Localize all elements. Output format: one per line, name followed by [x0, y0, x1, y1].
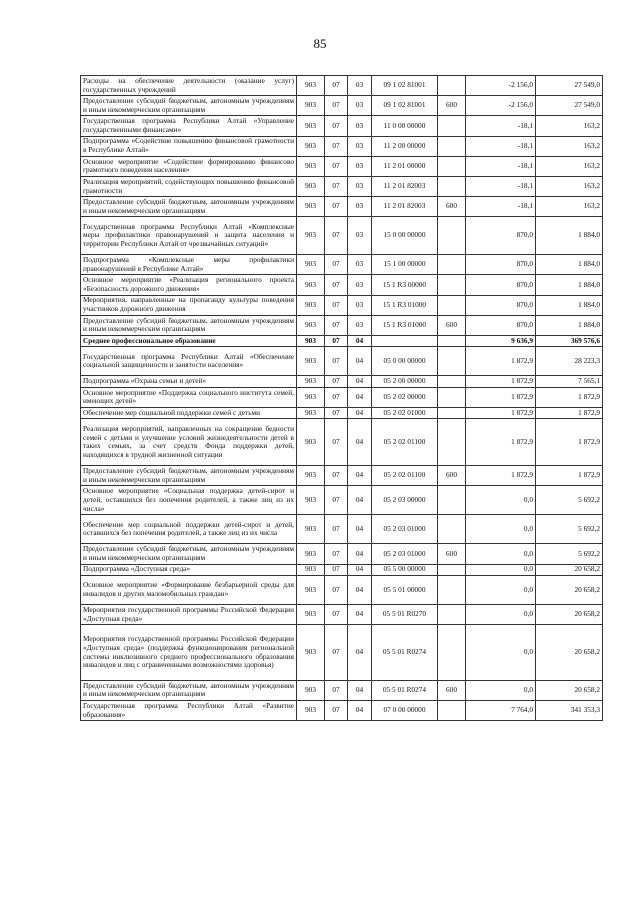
section-code: 07 — [325, 544, 348, 564]
ved-code: 903 — [297, 197, 325, 217]
amount-total: 1 872,9 — [536, 408, 603, 419]
section-code: 07 — [325, 486, 348, 515]
ved-code: 903 — [297, 116, 325, 136]
expense-type-code — [438, 347, 466, 376]
amount-change: -18,1 — [466, 176, 536, 196]
subsection-code: 04 — [348, 564, 372, 575]
table-row — [81, 255, 603, 275]
subsection-code: 03 — [348, 76, 372, 96]
ved-code: 903 — [297, 335, 325, 346]
subsection-code: 04 — [348, 576, 372, 605]
expense-type-code: 600 — [438, 466, 466, 486]
amount-total: 163,2 — [536, 156, 603, 176]
expense-type-code — [438, 376, 466, 387]
table-row — [81, 564, 603, 575]
expense-type-code — [438, 625, 466, 681]
target-article-code: 05 5 00 00000 — [372, 564, 438, 575]
subsection-code: 04 — [348, 466, 372, 486]
table-row — [81, 197, 603, 217]
page-number: 85 — [313, 36, 327, 51]
amount-change: 1 872,9 — [466, 347, 536, 376]
subsection-code: 03 — [348, 96, 372, 116]
amount-change: 1 872,9 — [466, 376, 536, 387]
target-article-code: 05 2 03 00000 — [372, 486, 438, 515]
row-name: Предоставление субсидий бюджетным, автономным учреждениям и иным некоммерческим организациям — [81, 197, 297, 217]
expense-type-code — [438, 486, 466, 515]
row-name: Мероприятия государственной программы Российской Федерации «Доступная среда» (поддержка функционирования региональной системы инклюзивного среднего профессионального образования инвалидов и лиц с ограниченными возможностями здоровья) — [81, 625, 297, 681]
table-row — [81, 387, 603, 407]
target-article-code: 15 1 00 00000 — [372, 255, 438, 275]
table-row — [81, 156, 603, 176]
ved-code: 903 — [297, 315, 325, 335]
expense-type-code — [438, 76, 466, 96]
expense-type-code: 600 — [438, 315, 466, 335]
ved-code: 903 — [297, 176, 325, 196]
row-name: Государственная программа Республики Алтай «Управление государственными финансами» — [81, 116, 297, 136]
section-code: 07 — [325, 680, 348, 700]
table-row — [81, 136, 603, 156]
table-row — [81, 605, 603, 625]
subsection-code: 03 — [348, 156, 372, 176]
ved-code: 903 — [297, 576, 325, 605]
subsection-code: 03 — [348, 116, 372, 136]
amount-change: 0,0 — [466, 564, 536, 575]
amount-total: 1 884,0 — [536, 255, 603, 275]
amount-change: 0,0 — [466, 680, 536, 700]
ved-code: 903 — [297, 295, 325, 315]
target-article-code: 09 1 02 81001 — [372, 96, 438, 116]
amount-total: 5 692,2 — [536, 515, 603, 544]
amount-total: 20 658,2 — [536, 680, 603, 700]
ved-code: 903 — [297, 515, 325, 544]
subsection-code: 03 — [348, 176, 372, 196]
expense-type-code — [438, 387, 466, 407]
subsection-code: 03 — [348, 255, 372, 275]
amount-total: 5 692,2 — [536, 486, 603, 515]
amount-total: 1 872,9 — [536, 387, 603, 407]
subsection-code: 03 — [348, 295, 372, 315]
row-name: Государственная программа Республики Алтай «Комплексные меры профилактики правонарушений и защита населения и территории Республики Алтай от чрезвычайных ситуаций» — [81, 217, 297, 255]
amount-change: 0,0 — [466, 605, 536, 625]
ved-code: 903 — [297, 680, 325, 700]
amount-total: 1 884,0 — [536, 217, 603, 255]
subsection-code: 04 — [348, 376, 372, 387]
subsection-code: 04 — [348, 486, 372, 515]
target-article-code: 05 5 01 R0270 — [372, 605, 438, 625]
amount-total: 1 884,0 — [536, 315, 603, 335]
expense-type-code — [438, 136, 466, 156]
row-name: Предоставление субсидий бюджетным, автономным учреждениям и иным некоммерческим организациям — [81, 96, 297, 116]
amount-change: -2 156,0 — [466, 96, 536, 116]
expense-type-code — [438, 408, 466, 419]
amount-total: 7 565,1 — [536, 376, 603, 387]
amount-total: 5 692,2 — [536, 544, 603, 564]
expense-type-code — [438, 116, 466, 136]
amount-change: 870,0 — [466, 295, 536, 315]
subsection-code: 04 — [348, 605, 372, 625]
subsection-code: 03 — [348, 197, 372, 217]
target-article-code: 05 5 01 R0274 — [372, 680, 438, 700]
subsection-code: 03 — [348, 315, 372, 335]
section-code: 07 — [325, 197, 348, 217]
target-article-code: 05 2 03 01000 — [372, 515, 438, 544]
expense-type-code — [438, 217, 466, 255]
section-code: 07 — [325, 347, 348, 376]
subsection-code: 03 — [348, 217, 372, 255]
table-row — [81, 217, 603, 255]
ved-code: 903 — [297, 376, 325, 387]
ved-code: 903 — [297, 419, 325, 466]
table-row — [81, 486, 603, 515]
section-code: 07 — [325, 116, 348, 136]
table-row — [81, 466, 603, 486]
table-row — [81, 701, 603, 721]
row-name: Государственная программа Республики Алтай «Обеспечение социальной защищенности и занятости населения» — [81, 347, 297, 376]
ved-code: 903 — [297, 347, 325, 376]
amount-total: 163,2 — [536, 176, 603, 196]
section-code: 07 — [325, 295, 348, 315]
section-code: 07 — [325, 605, 348, 625]
amount-change: 870,0 — [466, 255, 536, 275]
amount-change: 870,0 — [466, 315, 536, 335]
expense-type-code — [438, 335, 466, 346]
subsection-code: 04 — [348, 515, 372, 544]
section-code: 07 — [325, 408, 348, 419]
target-article-code: 15 1 R3 01000 — [372, 315, 438, 335]
subsection-code: 04 — [348, 680, 372, 700]
section-code: 07 — [325, 176, 348, 196]
subsection-code: 04 — [348, 419, 372, 466]
target-article-code: 05 2 00 00000 — [372, 376, 438, 387]
amount-total: 1 872,9 — [536, 419, 603, 466]
expense-type-code — [438, 275, 466, 295]
section-code: 07 — [325, 387, 348, 407]
expense-type-code: 600 — [438, 680, 466, 700]
section-code: 07 — [325, 466, 348, 486]
expense-type-code: 600 — [438, 544, 466, 564]
amount-change: 870,0 — [466, 217, 536, 255]
amount-change: 0,0 — [466, 544, 536, 564]
row-name: Предоставление субсидий бюджетным, автономным учреждениям и иным некоммерческим организациям — [81, 466, 297, 486]
table-row — [81, 680, 603, 700]
section-code: 07 — [325, 96, 348, 116]
table-row — [81, 96, 603, 116]
amount-change: 1 872,9 — [466, 466, 536, 486]
expense-type-code — [438, 576, 466, 605]
subsection-code: 03 — [348, 275, 372, 295]
expense-type-code: 600 — [438, 96, 466, 116]
table-row — [81, 315, 603, 335]
target-article-code: 05 2 03 01000 — [372, 544, 438, 564]
table-row — [81, 176, 603, 196]
amount-total: 1 872,9 — [536, 466, 603, 486]
ved-code: 903 — [297, 605, 325, 625]
row-name: Основное мероприятие «Содействие формированию финансово грамотного поведения населения» — [81, 156, 297, 176]
target-article-code — [372, 335, 438, 346]
expense-type-code — [438, 176, 466, 196]
ved-code: 903 — [297, 136, 325, 156]
amount-change: 0,0 — [466, 486, 536, 515]
ved-code: 903 — [297, 701, 325, 721]
section-code: 07 — [325, 625, 348, 681]
row-name: Расходы на обеспечение деятельности (оказание услуг) государственных учреждений — [81, 76, 297, 96]
target-article-code: 09 1 02 81001 — [372, 76, 438, 96]
target-article-code: 05 2 02 01100 — [372, 419, 438, 466]
row-name: Государственная программа Республики Алтай «Развитие образования» — [81, 701, 297, 721]
amount-change: -18,1 — [466, 156, 536, 176]
subsection-code: 04 — [348, 408, 372, 419]
row-name: Основное мероприятие «Поддержка социального института семей, имеющих детей» — [81, 387, 297, 407]
ved-code: 903 — [297, 96, 325, 116]
amount-total: 163,2 — [536, 197, 603, 217]
amount-change: 9 636,9 — [466, 335, 536, 346]
section-code: 07 — [325, 376, 348, 387]
table-row — [81, 625, 603, 681]
section-code: 07 — [325, 419, 348, 466]
ved-code: 903 — [297, 255, 325, 275]
amount-total: 27 549,0 — [536, 76, 603, 96]
row-name: Предоставление субсидий бюджетным, автономным учреждениям и иным некоммерческим организациям — [81, 544, 297, 564]
expense-type-code — [438, 605, 466, 625]
row-name: Предоставление субсидий бюджетным, автономным учреждениям и иным некоммерческим организациям — [81, 315, 297, 335]
ved-code: 903 — [297, 625, 325, 681]
section-code: 07 — [325, 217, 348, 255]
target-article-code: 11 2 00 00000 — [372, 136, 438, 156]
amount-change: 0,0 — [466, 576, 536, 605]
table-row — [81, 275, 603, 295]
table-row — [81, 116, 603, 136]
amount-change: 1 872,9 — [466, 419, 536, 466]
row-name: Реализация мероприятий, содействующих повышению финансовой грамотности — [81, 176, 297, 196]
subsection-code: 04 — [348, 347, 372, 376]
amount-change: 1 872,9 — [466, 387, 536, 407]
amount-change: 0,0 — [466, 515, 536, 544]
table-row — [81, 335, 603, 346]
ved-code: 903 — [297, 466, 325, 486]
table-row — [81, 576, 603, 605]
amount-total: 369 576,6 — [536, 335, 603, 346]
target-article-code: 11 0 00 00000 — [372, 116, 438, 136]
row-name: Среднее профессиональное образование — [81, 335, 297, 346]
ved-code: 903 — [297, 156, 325, 176]
subsection-code: 04 — [348, 701, 372, 721]
expense-type-code — [438, 295, 466, 315]
amount-total: 27 549,0 — [536, 96, 603, 116]
amount-total: 20 658,2 — [536, 605, 603, 625]
ved-code: 903 — [297, 76, 325, 96]
amount-total: 163,2 — [536, 116, 603, 136]
table-row — [81, 515, 603, 544]
amount-total: 1 884,0 — [536, 275, 603, 295]
section-code: 07 — [325, 315, 348, 335]
row-name: Обеспечение мер социальной поддержки детей-сирот и детей, оставшихся без попечения родителей, а также лиц из их числа — [81, 515, 297, 544]
amount-total: 1 884,0 — [536, 295, 603, 315]
table-row — [81, 295, 603, 315]
row-name: Подпрограмма «Доступная среда» — [81, 564, 297, 575]
amount-change: 7 764,0 — [466, 701, 536, 721]
target-article-code: 15 0 00 00000 — [372, 217, 438, 255]
section-code: 07 — [325, 136, 348, 156]
section-code: 07 — [325, 335, 348, 346]
table-row — [81, 544, 603, 564]
table-row — [81, 376, 603, 387]
expense-type-code — [438, 564, 466, 575]
row-name: Предоставление субсидий бюджетным, автономным учреждениям и иным некоммерческим организациям — [81, 680, 297, 700]
row-name: Подпрограмма «Комплексные меры профилактики правонарушений в Республике Алтай» — [81, 255, 297, 275]
subsection-code: 04 — [348, 625, 372, 681]
amount-change: 0,0 — [466, 625, 536, 681]
ved-code: 903 — [297, 217, 325, 255]
section-code: 07 — [325, 156, 348, 176]
amount-total: 20 658,2 — [536, 625, 603, 681]
row-name: Основное мероприятие «Реализация регионального проекта «Безопасность дорожного движения» — [81, 275, 297, 295]
amount-change: -18,1 — [466, 116, 536, 136]
row-name: Обеспечение мер социальной поддержки семей с детьми — [81, 408, 297, 419]
section-code: 07 — [325, 576, 348, 605]
subsection-code: 04 — [348, 544, 372, 564]
target-article-code: 05 2 02 01000 — [372, 408, 438, 419]
target-article-code: 15 1 R3 00000 — [372, 275, 438, 295]
row-name: Мероприятия, направленные на пропаганду культуры поведения участников дорожного движения — [81, 295, 297, 315]
budget-table — [80, 75, 603, 721]
amount-total: 20 658,2 — [536, 576, 603, 605]
amount-total: 28 223,3 — [536, 347, 603, 376]
amount-change: -18,1 — [466, 197, 536, 217]
row-name: Реализация мероприятий, направленных на сокращение бедности семей с детьми и улучшение условий жизнедеятельности детей в таких семьях, за счет средств Фонда поддержки детей, находящихся в трудной жизненной ситуации — [81, 419, 297, 466]
expense-type-code: 600 — [438, 197, 466, 217]
amount-change: -2 156,0 — [466, 76, 536, 96]
expense-type-code — [438, 156, 466, 176]
amount-total: 20 658,2 — [536, 564, 603, 575]
amount-change: -18,1 — [466, 136, 536, 156]
row-name: Основное мероприятие «Формирование безбарьерной среды для инвалидов и других маломобильных граждан» — [81, 576, 297, 605]
row-name: Подпрограмма «Охрана семьи и детей» — [81, 376, 297, 387]
target-article-code: 05 5 01 R0274 — [372, 625, 438, 681]
subsection-code: 04 — [348, 387, 372, 407]
target-article-code: 05 5 01 00000 — [372, 576, 438, 605]
table-row — [81, 419, 603, 466]
section-code: 07 — [325, 701, 348, 721]
ved-code: 903 — [297, 408, 325, 419]
amount-change: 870,0 — [466, 275, 536, 295]
target-article-code: 11 2 01 82003 — [372, 197, 438, 217]
section-code: 07 — [325, 275, 348, 295]
row-name: Основное мероприятие «Социальная поддержка детей-сирот и детей, оставшихся без попечения родителей, а также лиц из их числа» — [81, 486, 297, 515]
expense-type-code — [438, 701, 466, 721]
target-article-code: 05 2 02 01100 — [372, 466, 438, 486]
section-code: 07 — [325, 76, 348, 96]
row-name: Мероприятия государственной программы Российской Федерации «Доступная среда» — [81, 605, 297, 625]
ved-code: 903 — [297, 275, 325, 295]
table-row — [81, 76, 603, 96]
section-code: 07 — [325, 564, 348, 575]
ved-code: 903 — [297, 387, 325, 407]
target-article-code: 05 2 02 00000 — [372, 387, 438, 407]
amount-total: 163,2 — [536, 136, 603, 156]
amount-change: 1 872,9 — [466, 408, 536, 419]
target-article-code: 15 1 R3 01000 — [372, 295, 438, 315]
target-article-code: 11 2 01 00000 — [372, 156, 438, 176]
table-row — [81, 347, 603, 376]
section-code: 07 — [325, 515, 348, 544]
expense-type-code — [438, 515, 466, 544]
ved-code: 903 — [297, 486, 325, 515]
subsection-code: 04 — [348, 335, 372, 346]
subsection-code: 03 — [348, 136, 372, 156]
ved-code: 903 — [297, 564, 325, 575]
target-article-code: 05 0 00 00000 — [372, 347, 438, 376]
amount-total: 341 353,3 — [536, 701, 603, 721]
ved-code: 903 — [297, 544, 325, 564]
row-name: Подпрограмма «Содействие повышению финансовой грамотности в Республике Алтай» — [81, 136, 297, 156]
expense-type-code — [438, 255, 466, 275]
target-article-code: 07 0 00 00000 — [372, 701, 438, 721]
expense-type-code — [438, 419, 466, 466]
section-code: 07 — [325, 255, 348, 275]
table-row — [81, 408, 603, 419]
target-article-code: 11 2 01 82003 — [372, 176, 438, 196]
